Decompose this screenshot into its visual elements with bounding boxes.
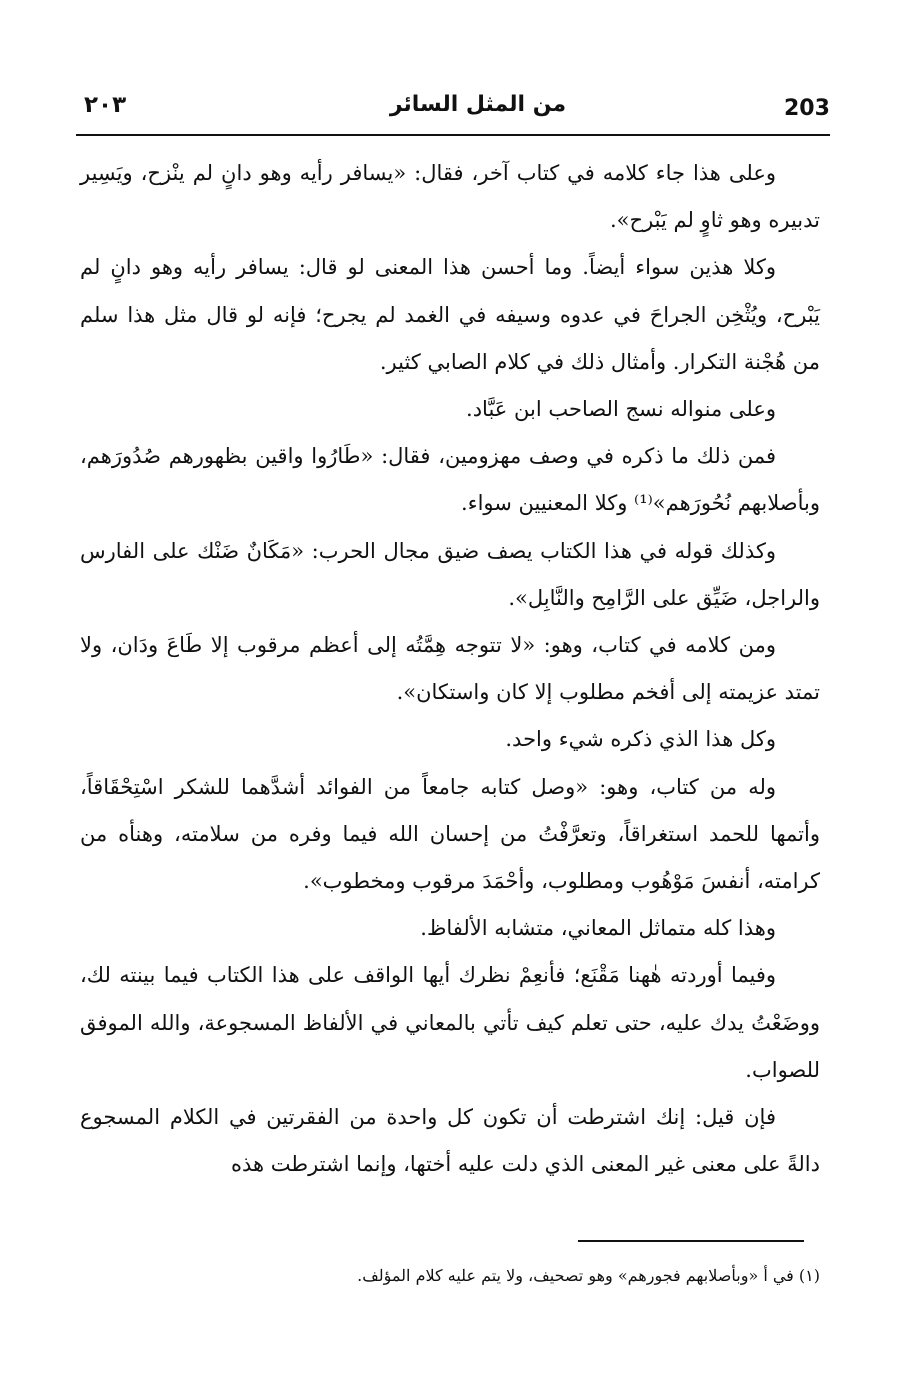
- paragraph: وفيما أوردته هٰهنا مَقْنَع؛ فأنعِمْ نظرك أيها الواقف على هذا الكتاب فيما بينته لك، ووضَعْتُ يدك عليه، حتى تعلم كيف تأتي بالمعاني في الألفاظ المسجوعة، والله الموفق للصواب.: [80, 963, 820, 1082]
- paragraph: وكلا هذين سواء أيضاً. وما أحسن هذا المعنى لو قال: يسافر رأيه وهو دانٍ لم يَبْرح، ويُثْخِن الجراحَ في عدوه وسيفه في الغمد لم يجرح؛ فإنه لو قال مثل هذا سلم من هُجْنة التكرار. وأمثال ذلك في كلام الصابي كثير.: [80, 255, 820, 374]
- paragraph: وعلى هذا جاء كلامه في كتاب آخر، فقال: «يسافر رأيه وهو دانٍ لم ينْزح، ويَسِير تدبيره وهو ثاوٍ لم يَبْرح».: [80, 161, 820, 233]
- paragraph: فإن قيل: إنك اشترطت أن تكون كل واحدة من الفقرتين في الكلام المسجوع دالةً على معنى غير المعنى الذي دلت عليه أختها، وإنما اشترطت هذه: [80, 1105, 820, 1177]
- paragraph: فمن ذلك ما ذكره في وصف مهزومين، فقال: «طَارُوا واقين بظهورهم صُدُورَهم، وبأصلابهم نُحُورَهم»⁽¹⁾ وكلا المعنيين سواء.: [80, 444, 820, 516]
- paragraph: وهذا كله متماثل المعاني، متشابه الألفاظ.: [420, 916, 776, 941]
- paragraph: وله من كتاب، وهو: «وصل كتابه جامعاً من الفوائد أشدَّهما للشكر اسْتِحْقَاقاً، وأتمها للحمد استغراقاً، وتعرَّفْتُ من إحسان الله فيما وفره من سلامته، وهنأه من كرامته، أنفسَ مَوْهُوب ومطلوب، وأحْمَدَ مرقوب ومخطوب».: [80, 774, 820, 894]
- page-header: [78, 92, 828, 132]
- paragraph: وعلى منواله نسج الصاحب ابن عَبَّاد.: [466, 397, 776, 422]
- paragraph: ومن كلامه في كتاب، وهو: «لا تتوجه هِمَّتُه إلى أعظم مرقوب إلا طَاعَ ودَان، ولا تمتد عزيمته إلى أفخم مطلوب إلا كان واستكان».: [80, 633, 820, 705]
- running-title: من المثل السائر: [389, 92, 567, 117]
- paragraph: وكل هذا الذي ذكره شيء واحد.: [505, 727, 776, 752]
- paragraph: وكذلك قوله في هذا الكتاب يصف ضيق مجال الحرب: «مَكَانٌ ضَنْك على الفارس والراجل، ضَيِّق على الرَّامِح والنَّابِل».: [80, 538, 820, 610]
- header-rule: [76, 134, 830, 136]
- page-number-arabic: ٢٠٣: [84, 92, 127, 118]
- page-number-latin: 203: [784, 96, 830, 121]
- footnote: (١) في أ «وبأصلابهم فجورهم» وهو تصحيف، ولا يتم عليه كلام المؤلف.: [357, 1266, 820, 1285]
- footnote-rule: [578, 1240, 804, 1242]
- body-text: [80, 150, 820, 1188]
